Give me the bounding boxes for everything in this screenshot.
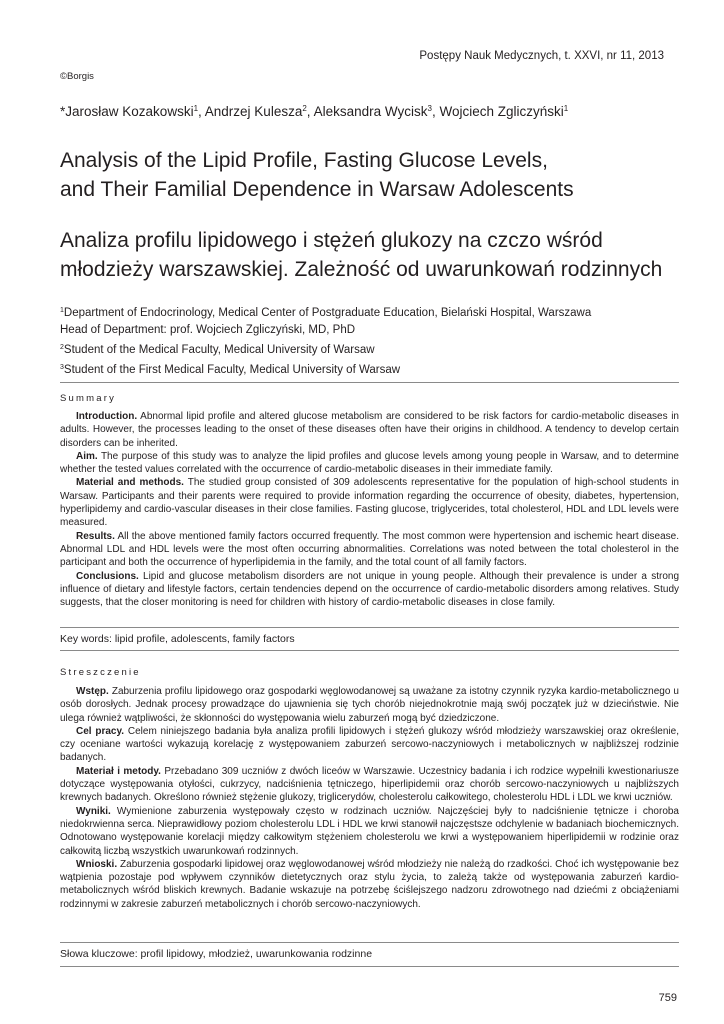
author: Aleksandra Wycisk$^3$,: [313, 104, 440, 119]
keywords-english: Key words: lipid profile, adolescents, family factors: [60, 633, 295, 645]
streszczenie-body: [60, 685, 679, 911]
page-number: 759: [658, 992, 677, 1004]
summary-paragraph: Aim. The purpose of this study was to analyze the lipid profiles and glucose levels among young people in Warsaw, and to determine whether the tested values correlated with the occurrence of cardio-metabolic diseases in their immediate family.: [60, 450, 679, 476]
divider: [60, 942, 679, 943]
summary-paragraph: Conclusions. Lipid and glucose metabolism disorders are not unique in young people. Although their prevalence is under a strong influence of dietary and lifestyle factors, certain tendencies depend on the occurrence of cardio-metabolic disorders among relatives. Study suggests, that the closer monitoring is need for children with history of cardio-metabolic diseases in close family.: [60, 570, 679, 609]
author: Andrzej Kulesza$^2$,: [204, 104, 314, 119]
keywords-polish: Słowa kluczowe: profil lipidowy, młodzież, uwarunkowania rodzinne: [60, 948, 373, 960]
author: Wojciech Zgliczyński$^1$: [439, 104, 569, 119]
streszczenie-paragraph: Materiał i metody. Przebadano 309 uczniów z dwóch liceów w Warszawie. Uczestnicy badania i ich rodzice wypełnili kwestionariusze dotyczące występowania otyłości, cukrzycy, nadciśnienia tętniczego, hiperlipidemii oraz chorób sercowo-naczyniowych u najbliższych krewnych badanych. Określono również stężenie glukozy, triglicerydów, cholesterolu całkowitego, cholesterolu HDL i LDL we krwi uczniów.: [60, 765, 679, 804]
summary-body: [60, 410, 679, 609]
summary-paragraph: Results. All the above mentioned family factors occurred frequently. The most common were hypertension and ischemic heart disease. Abnormal LDL and HDL levels were the most often occurring abnormalities. Correlations was noted between the total cholesterol in the participant and both the occurrence of hyperlipidemia in the family, and the total count of all family factors.: [60, 530, 679, 569]
streszczenie-paragraph: Wyniki. Wymienione zaburzenia występowały często w rodzinach uczniów. Najczęściej były to nadciśnienie tętnicze i choroba niedokrwienna serca. Nieprawidłowy poziom cholesterolu LDL i HDL we krwi stanowił najczęstsze odchylenie w badaniach biochemicznych. Odnotowano występowanie korelacji między całkowitym stężeniem cholesterolu we krwi a występowaniem hiperlipidemii w rodzinie oraz całkowitą liczbą wszystkich uwarunkowań rodzinnych.: [60, 805, 679, 857]
affiliation-line: $^1$Department of Endocrinology, Medical Center of Postgraduate Education, Bielański Hospital, Warszawa: [60, 307, 592, 319]
journal-header: Postępy Nauk Medycznych, t. XXVI, nr 11, 2013: [419, 50, 664, 62]
streszczenie-paragraph: Wstęp. Zaburzenia profilu lipidowego oraz gospodarki węglowodanowej są uważane za istotny czynnik ryzyka kardio-metabolicznego u osób dorosłych. Jednak procesy prowadzące do ujawnienia się tych chorób niejednokrotnie mają swój początek już w dzieciństwie. Nie ulega również wątpliwości, że skłonności do występowania wielu zaburzeń mogą być dziedziczone.: [60, 686, 679, 724]
title-english: Analysis of the Lipid Profile, Fasting Glucose Levels, and Their Familial Dependence in Warsaw Adolescents: [60, 149, 574, 201]
affiliation-line: $^3$Student of the First Medical Faculty, Medical University of Warsaw: [60, 364, 401, 376]
affiliation-line: $^2$Student of the Medical Faculty, Medical University of Warsaw: [60, 344, 375, 356]
author: *Jarosław Kozakowski$^1$,: [60, 104, 205, 119]
summary-paragraph: Material and methods. The studied group consisted of 309 adolescents representative for the population of high-school students in Warsaw. Participants and their parents were required to provide information regarding the occurrence of obesity, diabetes, hypertension, hyperlipidemy and cardio-vascular diseases in their close families. Fasting glucose, triglycerides, total cholesterol, HDL and LDL levels were measured.: [60, 477, 679, 529]
affiliation-line: Head of Department: prof. Wojciech Zgliczyński, MD, PhD: [60, 324, 356, 336]
streszczenie-paragraph: Cel pracy. Celem niniejszego badania była analiza profili lipidowych i stężeń glukozy wśród młodzieży warszawskiej oraz określenie, czy oceniane wartości wykazują korelację z występowaniem zaburzeń sercowo-naczyniowych i metabolicznych w najbliższej rodzinie badanych.: [60, 725, 679, 764]
streszczenie-paragraph: Wnioski. Zaburzenia gospodarki lipidowej oraz węglowodanowej wśród młodzieży nie należą do rzadkości. Choć ich występowanie bez wątpienia pozostaje pod wpływem czynników dietetycznych oraz stylu życia, to zależą także od występowania zaburzeń kardio-metabolicznych wśród bliskich krewnych. Badanie wskazuje na potrzebę ściślejszego nadzoru zdrowotnego nad dziećmi z obciążeniami rodzinnymi w zakresie zaburzeń metabolicznych i chorób sercowo-naczyniowych.: [60, 858, 679, 910]
divider: [60, 627, 679, 628]
summary-paragraph: Introduction. Abnormal lipid profile and altered glucose metabolism are considered to be risk factors for cardio-metabolic diseases in adults. However, the processes leading to the onset of these diseases often have their origins in childhood. A tendency to develop certain disorders can be inherited.: [60, 411, 679, 449]
streszczenie-heading: Streszczenie: [60, 667, 141, 678]
summary-heading: Summary: [60, 393, 117, 404]
author-list: [60, 104, 680, 119]
title-polish: Analiza profilu lipidowego i stężeń glukozy na czczo wśród młodzieży warszawskiej. Zależność od uwarunkowań rodzinnych: [60, 229, 663, 281]
affiliations: [60, 302, 680, 379]
publisher-mark: ©Borgis: [60, 71, 94, 82]
divider: [60, 966, 679, 967]
divider: [60, 650, 679, 651]
divider: [60, 382, 679, 383]
